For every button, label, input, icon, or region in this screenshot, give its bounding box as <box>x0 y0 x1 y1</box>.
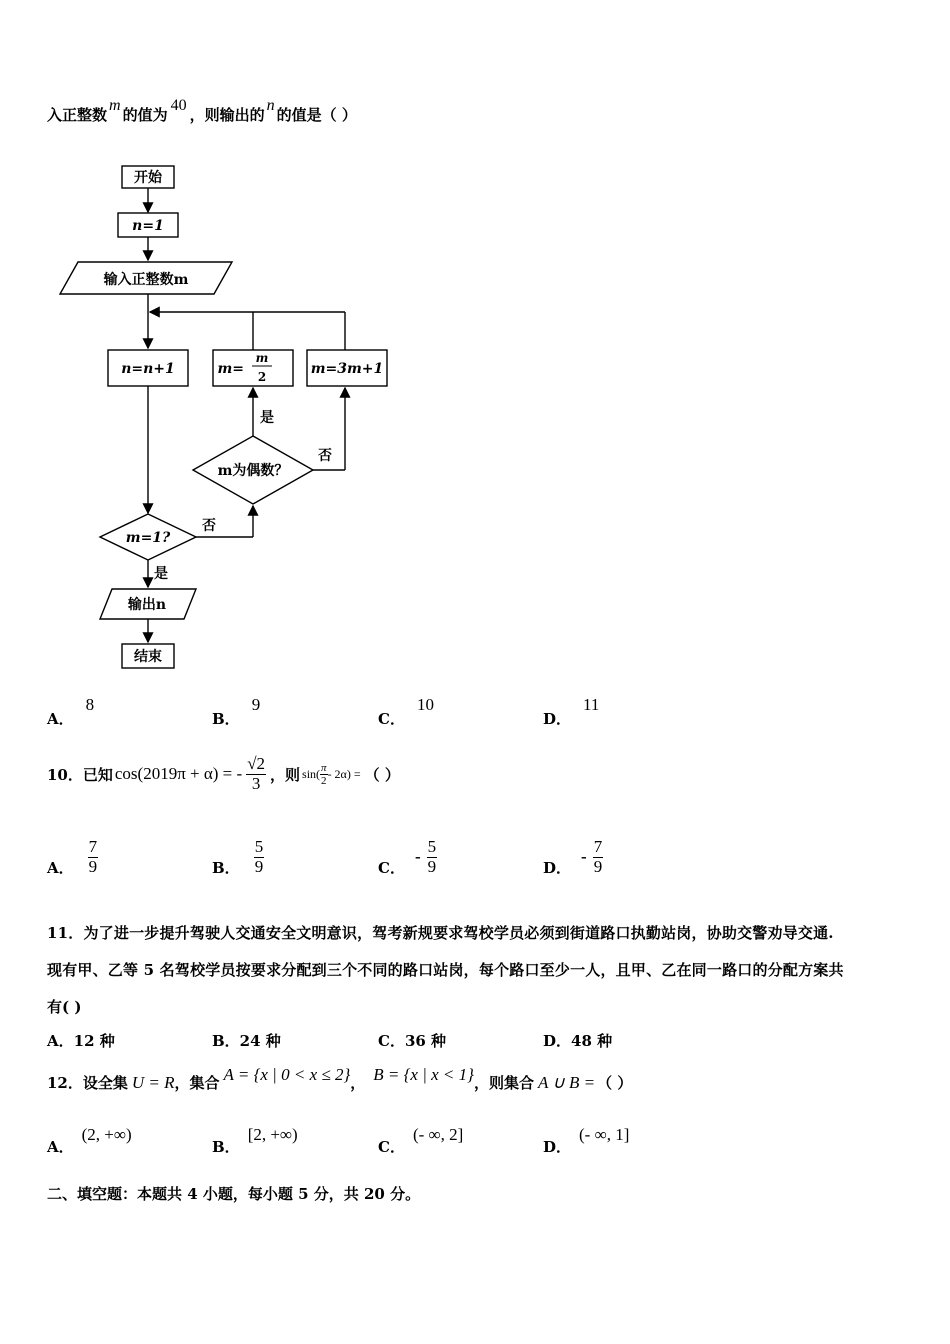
q12-option-b <box>212 1124 298 1156</box>
q12-suffix-a: ，则集合 <box>473 1074 534 1092</box>
q10-cos-expr: cos(2019π + α) = - <box>114 764 243 784</box>
q10-sin-expr-a: sin( <box>302 766 321 781</box>
q11-option-a: A．12 种 <box>47 1032 115 1050</box>
q12-option-value: (- ∞, 1] <box>579 1125 630 1144</box>
q9-option-value: 8 <box>85 695 95 714</box>
q11-line-2: 现有甲、乙等 5 名驾校学员按要求分配到三个不同的路口站岗，每个路口至少一人，且甲、乙在同一路口的分配方案共 <box>47 961 844 979</box>
flow-half-left-text: m= <box>217 361 244 377</box>
q9-option-label: D． <box>543 710 572 728</box>
q9-option-c <box>378 694 434 728</box>
q12-set-b: B = {x | x < 1} <box>373 1064 474 1084</box>
q9-option-value: 11 <box>583 695 600 714</box>
q10-option-sign: - <box>414 847 421 867</box>
q12-option-d <box>543 1124 630 1156</box>
q10-option-num: 5 <box>427 837 437 856</box>
q10-option-num: 5 <box>254 837 264 856</box>
q9-option-b <box>212 694 261 728</box>
flow-end-text: 结束 <box>134 649 162 665</box>
q9-stem-part-a: 入正整数 <box>47 106 108 124</box>
q9-option-a <box>47 694 95 728</box>
q12-prefix: 12．设全集 <box>47 1074 128 1092</box>
q10-sin-frac <box>320 762 328 787</box>
q10-option-d <box>543 838 603 876</box>
q10-option-frac <box>593 838 604 876</box>
flow-yes-label-1: 是 <box>260 410 274 426</box>
q10-frac <box>246 755 266 793</box>
q10-option-label: A． <box>47 858 74 877</box>
q10-sin-den: 2 <box>321 774 327 787</box>
q10-sin-expr-b: - 2α) = <box>327 766 361 781</box>
q12-option-a <box>47 1124 132 1156</box>
flow-one-text: m=1? <box>125 530 171 546</box>
q10-option-frac <box>88 838 99 876</box>
q10-frac-num: √2 <box>247 754 266 773</box>
q12-option-value: (- ∞, 2] <box>412 1125 464 1144</box>
q12-set-a: A = {x | 0 < x ≤ 2} <box>223 1064 351 1084</box>
q10-option-frac <box>254 838 265 876</box>
q12-mid: ，集合 <box>174 1074 220 1092</box>
q9-option-value: 10 <box>416 695 434 714</box>
q9-option-label: B． <box>212 710 240 728</box>
q10-option-den: 9 <box>254 856 264 876</box>
q10-option-den: 9 <box>427 856 437 876</box>
q9-stem-part-b: 的值为 <box>122 106 168 124</box>
q12-union: A ∪ B = <box>537 1072 596 1092</box>
q12-option-value: (2, +∞) <box>81 1125 132 1144</box>
q9-option-label: A． <box>47 710 74 728</box>
q9-var-n: n <box>266 97 275 114</box>
q10-option-num: 7 <box>88 837 98 856</box>
flow-half-num-text: m <box>255 351 269 365</box>
q10-then: ，则 <box>270 765 301 784</box>
q10-option-num: 7 <box>593 837 603 856</box>
q12-option-label: D． <box>543 1138 572 1156</box>
q12-option-label: B． <box>212 1138 240 1156</box>
q10-stem <box>47 755 400 793</box>
flow-half-den-text: 2 <box>257 370 267 384</box>
q12-option-c <box>378 1124 464 1156</box>
flow-init-text: n=1 <box>132 218 164 234</box>
q10-option-a <box>47 838 98 876</box>
flow-yes-label-2: 是 <box>154 566 168 582</box>
q10-option-den: 9 <box>88 856 98 876</box>
q10-option-den: 9 <box>593 856 603 876</box>
q12-stem <box>47 1064 633 1092</box>
flow-no-label-2: 否 <box>202 518 216 534</box>
q9-option-d <box>543 694 600 728</box>
q11-line-1: 11．为了进一步提升驾驶人交通安全文明意识，驾考新规要求驾校学员必须到街道路口执勤站岗，协助交警劝导交通. <box>47 924 834 942</box>
q12-suffix-b: （ ） <box>597 1074 633 1092</box>
q11-option-c: C．36 种 <box>378 1032 447 1050</box>
q10-paren: （ ） <box>364 765 400 784</box>
flow-triple-text: m=3m+1 <box>310 361 384 377</box>
flow-input-text: 输入正整数m <box>103 272 189 288</box>
q9-value-40: 40 <box>170 97 187 114</box>
q10-option-c <box>378 838 437 876</box>
q10-option-b <box>212 838 264 876</box>
q12-option-label: A． <box>47 1138 74 1156</box>
q10-number: 10．已知 <box>47 765 113 784</box>
q9-var-m: m <box>109 97 121 114</box>
q11-line-3: 有( ) <box>47 998 82 1016</box>
flow-even-text: m为偶数？ <box>217 463 289 479</box>
q9-stem-part-d: 的值是（ ） <box>276 106 357 124</box>
q10-frac-den: 3 <box>251 773 261 793</box>
q9-option-label: C． <box>378 710 405 728</box>
q10-option-sign: - <box>581 847 587 867</box>
q10-option-label: C． <box>378 858 405 877</box>
q12-option-value: [2, +∞) <box>247 1125 298 1144</box>
q12-universe: U = R <box>131 1072 175 1092</box>
q11-option-b: B．24 种 <box>212 1032 281 1050</box>
flow-output-text: 输出n <box>127 597 167 613</box>
flow-start-text: 开始 <box>134 170 162 186</box>
q9-stem <box>47 97 357 125</box>
q10-option-frac <box>427 838 438 876</box>
q9-stem-part-c: ，则输出的 <box>189 106 265 124</box>
q10-option-label: B． <box>212 858 240 877</box>
q12-option-label: C． <box>378 1138 405 1156</box>
q9-option-value: 9 <box>251 695 261 714</box>
flow-inc-text: n=n+1 <box>121 361 175 377</box>
q12-comma: ， <box>350 1074 366 1092</box>
q10-sin-num: π <box>321 761 327 774</box>
q11-option-d: D．48 种 <box>543 1032 613 1050</box>
section-2-title: 二、填空题：本题共 4 小题，每小题 5 分，共 20 分。 <box>47 1185 421 1203</box>
q10-option-label: D． <box>543 858 572 877</box>
flowchart <box>50 160 410 680</box>
flow-no-label-1: 否 <box>318 448 332 464</box>
